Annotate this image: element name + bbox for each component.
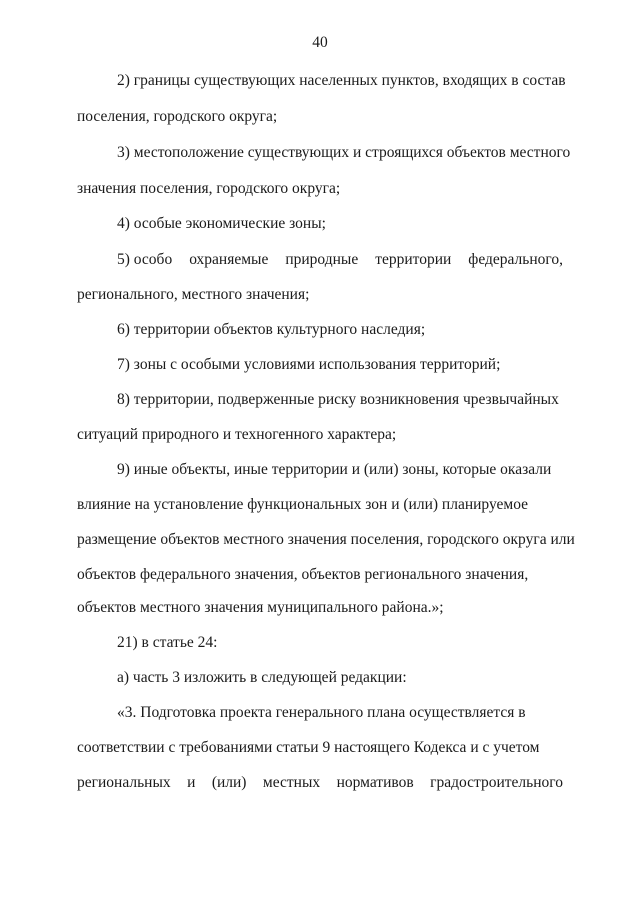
paragraph-line: 2) границы существующих населенных пунктов, входящих в состав [117, 72, 566, 89]
paragraph-line: а) часть 3 изложить в следующей редакции: [117, 669, 407, 686]
paragraph-line: объектов местного значения муниципального района.»; [77, 599, 444, 616]
paragraph-line: «3. Подготовка проекта генерального плана осуществляется в [117, 704, 526, 721]
word: 5) особо [117, 251, 173, 268]
paragraph-line-justified [77, 773, 563, 793]
word: нормативов [336, 774, 414, 791]
word: охраняемые [189, 251, 269, 268]
word: градостроительного [430, 774, 563, 791]
paragraph-line: регионального, местного значения; [77, 286, 310, 303]
paragraph-line: 8) территории, подверженные риску возникновения чрезвычайных [117, 391, 559, 408]
paragraph-line: влияние на установление функциональных зон и (или) планируемое [77, 496, 529, 513]
paragraph-line: 4) особые экономические зоны; [117, 215, 326, 232]
word: природные [285, 251, 359, 268]
paragraph-line: поселения, городского округа; [77, 108, 278, 125]
word: (или) [211, 774, 247, 791]
paragraph-line: 9) иные объекты, иные территории и (или) зоны, которые оказали [117, 461, 552, 478]
word: федерального, [468, 251, 563, 268]
paragraph-line: 7) зоны с особыми условиями использования территорий; [117, 356, 501, 373]
paragraph-line: ситуаций природного и техногенного характера; [77, 426, 397, 443]
paragraph-line: 21) в статье 24: [117, 634, 218, 651]
word: и [187, 774, 196, 791]
paragraph-line: объектов федерального значения, объектов регионального значения, [77, 566, 529, 583]
paragraph-line: 6) территории объектов культурного наследия; [117, 321, 426, 338]
paragraph-line: соответствии с требованиями статьи 9 настоящего Кодекса и с учетом [77, 739, 540, 756]
word: региональных [77, 774, 171, 791]
paragraph-line: размещение объектов местного значения поселения, городского округа или [77, 531, 575, 548]
paragraph-line: значения поселения, городского округа; [77, 180, 341, 197]
word: территории [375, 251, 452, 268]
paragraph-line-justified [77, 250, 563, 270]
page-number: 40 [312, 34, 328, 51]
word: местных [262, 774, 321, 791]
paragraph-line: 3) местоположение существующих и строящихся объектов местного [117, 144, 571, 161]
